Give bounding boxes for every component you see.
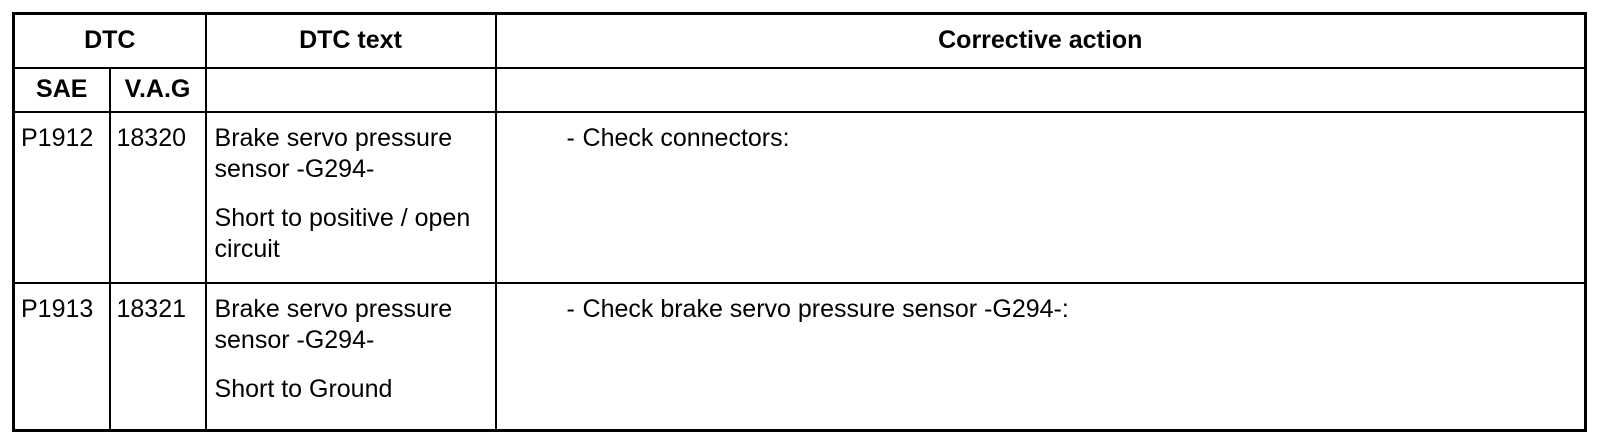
corrective-action-text: Check connectors:: [582, 123, 790, 152]
corrective-action-cell: [496, 283, 1586, 431]
vag-code: 18321: [110, 283, 206, 431]
corrective-action-cell: [496, 112, 1586, 283]
subheader-empty-cell: [496, 68, 1586, 112]
dtc-text-fault: Short to positive / open circuit: [214, 203, 471, 263]
table-row: [14, 283, 1586, 431]
header-dtc-text: DTC text: [206, 14, 496, 68]
header-corrective-action: Corrective action: [496, 14, 1586, 68]
subheader-row: [14, 68, 1586, 112]
subheader-empty-cell: [206, 68, 496, 112]
header-vag: V.A.G: [110, 68, 206, 112]
dtc-text-component: Brake servo pressure sensor -G294-: [214, 123, 453, 183]
header-dtc: DTC: [14, 14, 206, 68]
sae-code: P1913: [14, 283, 110, 431]
header-sae: SAE: [14, 68, 110, 112]
dtc-text-cell: [206, 283, 496, 431]
dtc-text-cell: [206, 112, 496, 283]
dtc-text-fault: Short to Ground: [214, 374, 393, 403]
sae-code: P1912: [14, 112, 110, 283]
dtc-table: [12, 12, 1587, 432]
header-row: [14, 14, 1586, 68]
corrective-action-text: Check brake servo pressure sensor -G294-:: [582, 294, 1069, 323]
bullet-dash: -: [566, 294, 575, 323]
dtc-text-component: Brake servo pressure sensor -G294-: [214, 294, 453, 354]
vag-code: 18320: [110, 112, 206, 283]
table-row: [14, 112, 1586, 283]
bullet-dash: -: [566, 123, 575, 152]
